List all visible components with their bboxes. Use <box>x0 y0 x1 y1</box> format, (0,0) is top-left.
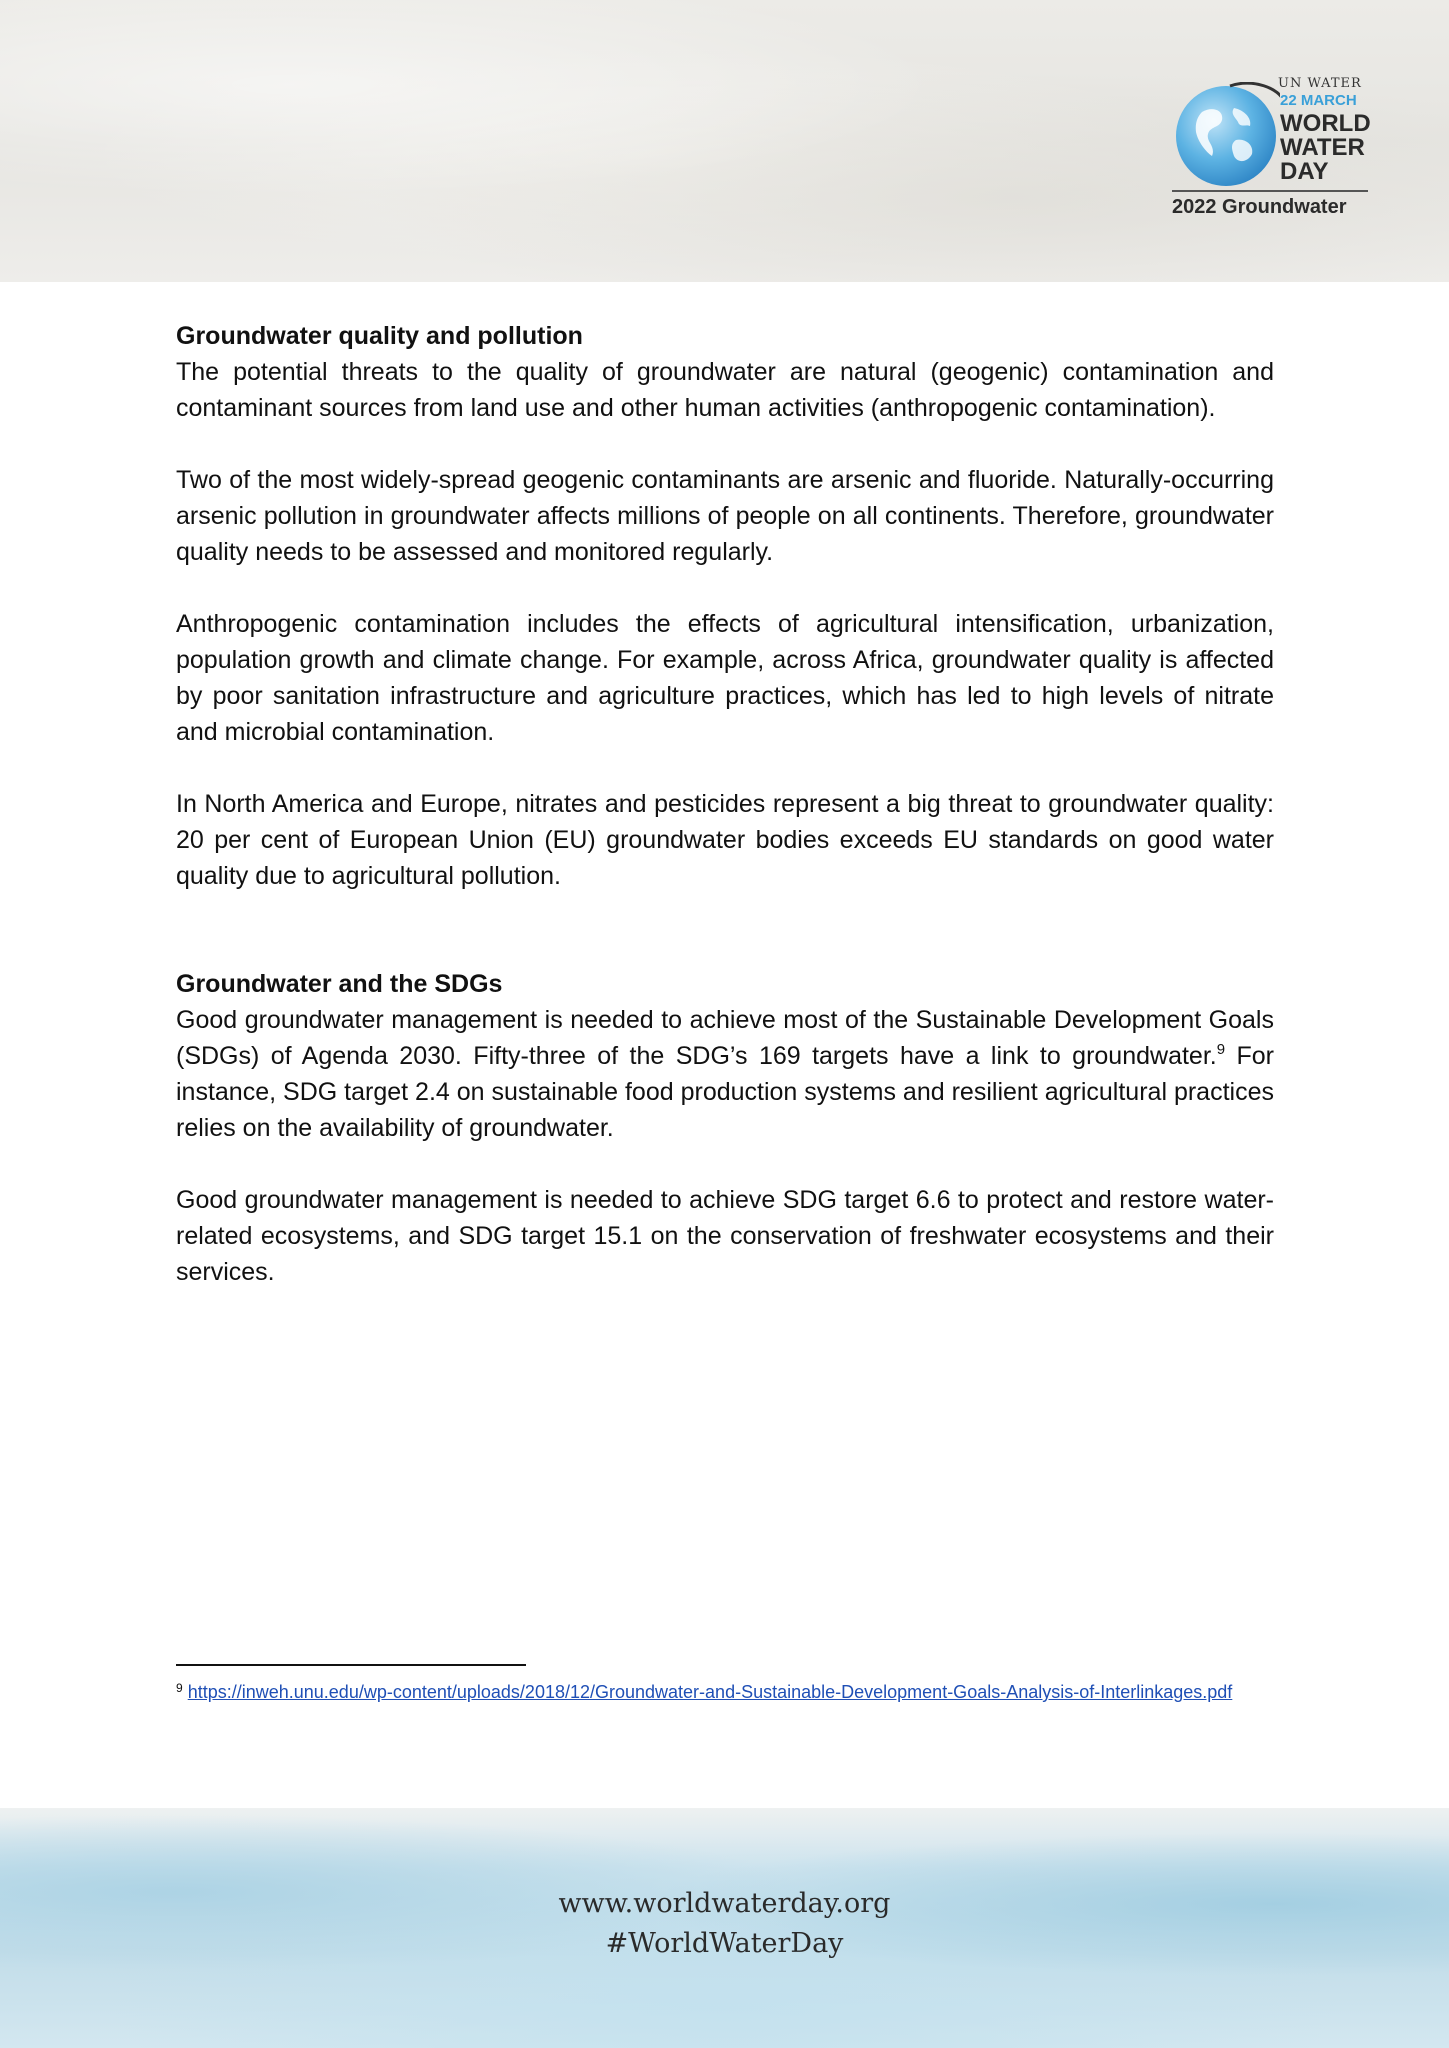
footnote-divider <box>176 1664 526 1666</box>
paragraph <box>176 1002 1274 1146</box>
footnote-number: 9 <box>176 1681 183 1695</box>
footer-banner <box>0 1808 1449 2048</box>
paragraph-text: For instance, SDG target 2.4 on sustainable food production systems and resilient agricultural practices relies on the availability of groundwater. <box>176 1042 1274 1142</box>
logo-title-line-1: WORLD <box>1280 110 1371 137</box>
footer-hashtag: #WorldWaterDay <box>605 1928 844 1959</box>
logo-date-text: 22 MARCH <box>1280 92 1357 109</box>
paragraph-text: Good groundwater management is needed to achieve most of the Sustainable Development Goals (SDGs) of Agenda 2030. Fifty-three of the SDG’s 169 targets have a link to groundwater. <box>176 1006 1274 1070</box>
paragraph: The potential threats to the quality of groundwater are natural (geogenic) contamination and contaminant sources from land use and other human activities (anthropogenic contamination). <box>176 358 1274 422</box>
header-banner <box>0 0 1449 282</box>
logo-theme-text: 2022 Groundwater <box>1172 196 1347 218</box>
section-spacer <box>176 930 1274 966</box>
footnote <box>176 1678 1274 1706</box>
section-heading-sdgs: Groundwater and the SDGs <box>176 970 503 998</box>
logo-title-line-3: DAY <box>1280 158 1329 185</box>
logo-title-line-2: WATER <box>1280 134 1365 161</box>
logo-divider <box>1172 190 1368 192</box>
footnote-link[interactable]: https://inweh.unu.edu/wp-content/uploads/2018/12/Groundwater-and-Sustainable-Development-Goals-Analysis-of-Interlinkages.pdf <box>187 1682 1233 1702</box>
paragraph: Good groundwater management is needed to achieve SDG target 6.6 to protect and restore water-related ecosystems, and SDG target 15.1 on the conservation of freshwater ecosystems and their services. <box>176 1186 1274 1286</box>
footer-website[interactable]: www.worldwaterday.org <box>558 1888 891 1919</box>
document-body <box>176 318 1274 1326</box>
footnote-reference[interactable]: 9 <box>1216 1041 1226 1058</box>
paragraph: In North America and Europe, nitrates and pesticides represent a big threat to groundwater quality: 20 per cent of European Union (EU) groundwater bodies exceeds EU standards on good water quality due to agricultural pollution. <box>176 790 1274 890</box>
logo-org-text: UN WATER <box>1278 76 1362 91</box>
world-water-day-logo <box>1168 52 1378 228</box>
globe-icon <box>1172 82 1280 190</box>
paragraph: Two of the most widely-spread geogenic contaminants are arsenic and fluoride. Naturally-occurring arsenic pollution in groundwater affects millions of people on all continents. Therefore, groundwater quality needs to be assessed and monitored regularly. <box>176 466 1274 566</box>
paragraph: Anthropogenic contamination includes the effects of agricultural intensification, urbanization, population growth and climate change. For example, across Africa, groundwater quality is affected by poor sanitation infrastructure and agriculture practices, which has led to high levels of nitrate and microbial contamination. <box>176 610 1274 746</box>
section-heading-quality: Groundwater quality and pollution <box>176 322 583 350</box>
